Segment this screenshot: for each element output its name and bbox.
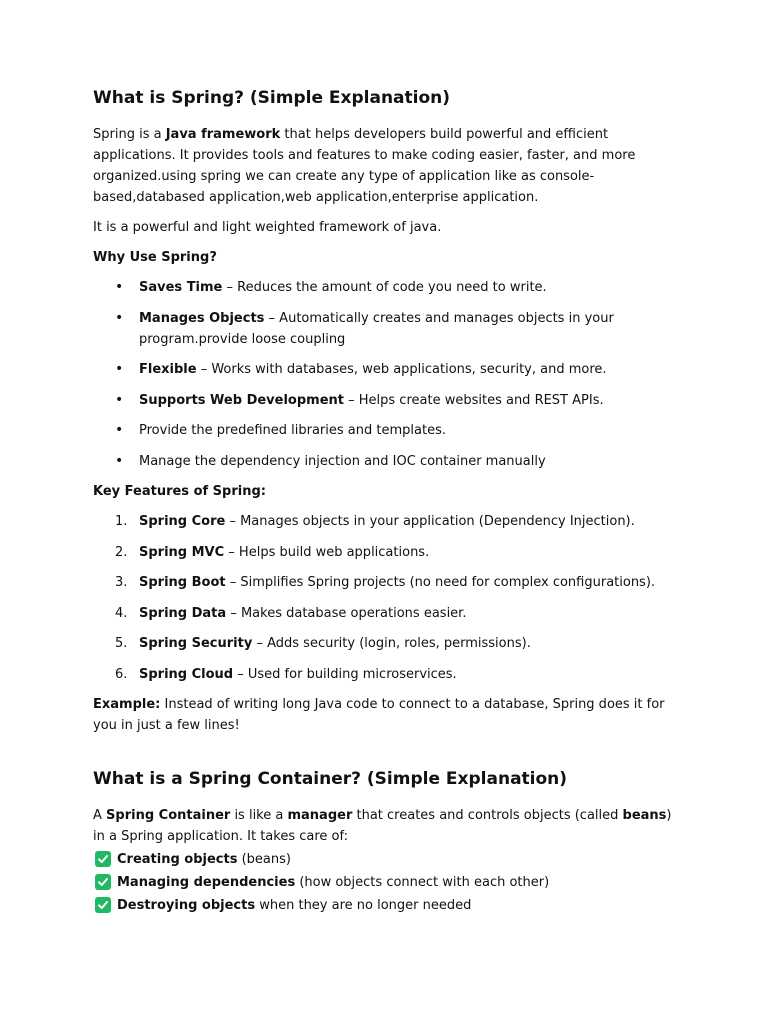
check-mark-icon <box>95 851 111 867</box>
example-paragraph: Example: Instead of writing long Java code to connect to a database, Spring does it for you in just a few lines! <box>93 697 665 733</box>
list-number: 6. <box>115 666 128 682</box>
list-item: • Provide the predefined libraries and templates. <box>93 420 682 441</box>
section-title-spring-container: What is a Spring Container? (Simple Explanation) <box>93 769 568 789</box>
list-item: • Supports Web Development – Helps create websites and REST APIs. <box>93 390 682 411</box>
container-responsibilities-list <box>93 849 682 916</box>
key-features-list <box>93 511 682 685</box>
list-item: • Saves Time – Reduces the amount of code you need to write. <box>93 277 682 298</box>
list-item: 5. Spring Security – Adds security (login, roles, permissions). <box>93 633 682 654</box>
lightweight-paragraph: It is a powerful and light weighted framework of java. <box>93 220 442 235</box>
list-item: 4. Spring Data – Makes database operations easier. <box>93 603 682 624</box>
list-item: Creating objects (beans) <box>93 849 682 870</box>
list-item: 1. Spring Core – Manages objects in your application (Dependency Injection). <box>93 511 682 532</box>
bullet-marker: • <box>115 309 124 326</box>
list-number: 4. <box>115 605 128 621</box>
spring-container-section <box>93 767 682 916</box>
check-mark-icon <box>95 874 111 890</box>
why-use-spring-list <box>93 277 682 472</box>
list-number: 3. <box>115 575 128 590</box>
check-mark-icon <box>95 897 111 913</box>
list-item: • Manages Objects – Automatically creates and manages objects in your program.provide loose coupling <box>115 309 614 347</box>
bullet-marker: • <box>115 391 124 408</box>
why-use-spring-heading: Why Use Spring? <box>93 250 217 265</box>
list-item: Destroying objects when they are no longer needed <box>93 895 682 916</box>
list-item: Managing dependencies (how objects connect with each other) <box>93 872 682 893</box>
spring-intro-paragraph: Spring is a Java framework that helps developers build powerful and efficient applications. It provides tools and features to make coding easier, faster, and more organized.using spring we can create any type of application like as console-based,databased application,web application,enterprise application. <box>93 127 636 205</box>
bullet-marker: • <box>115 279 124 295</box>
list-item: 2. Spring MVC – Helps build web applications. <box>93 542 682 563</box>
list-number: 1. <box>115 514 128 529</box>
key-features-heading: Key Features of Spring: <box>93 484 266 499</box>
section-title-what-is-spring: What is Spring? (Simple Explanation) <box>93 88 451 108</box>
list-item: 3. Spring Boot – Simplifies Spring projects (no need for complex configurations). <box>93 572 682 593</box>
list-item: • Flexible – Works with databases, web applications, security, and more. <box>93 359 682 380</box>
bullet-marker: • <box>115 452 124 469</box>
list-item: 6. Spring Cloud – Used for building microservices. <box>93 664 682 685</box>
bullet-marker: • <box>115 422 124 438</box>
list-number: 2. <box>115 544 128 560</box>
list-item: • Manage the dependency injection and IOC container manually <box>93 451 682 472</box>
container-intro-paragraph: A Spring Container is like a manager that creates and controls objects (called beans) in a Spring application. It takes care of: <box>93 808 672 844</box>
bullet-marker: • <box>115 361 124 377</box>
list-number: 5. <box>115 636 128 651</box>
